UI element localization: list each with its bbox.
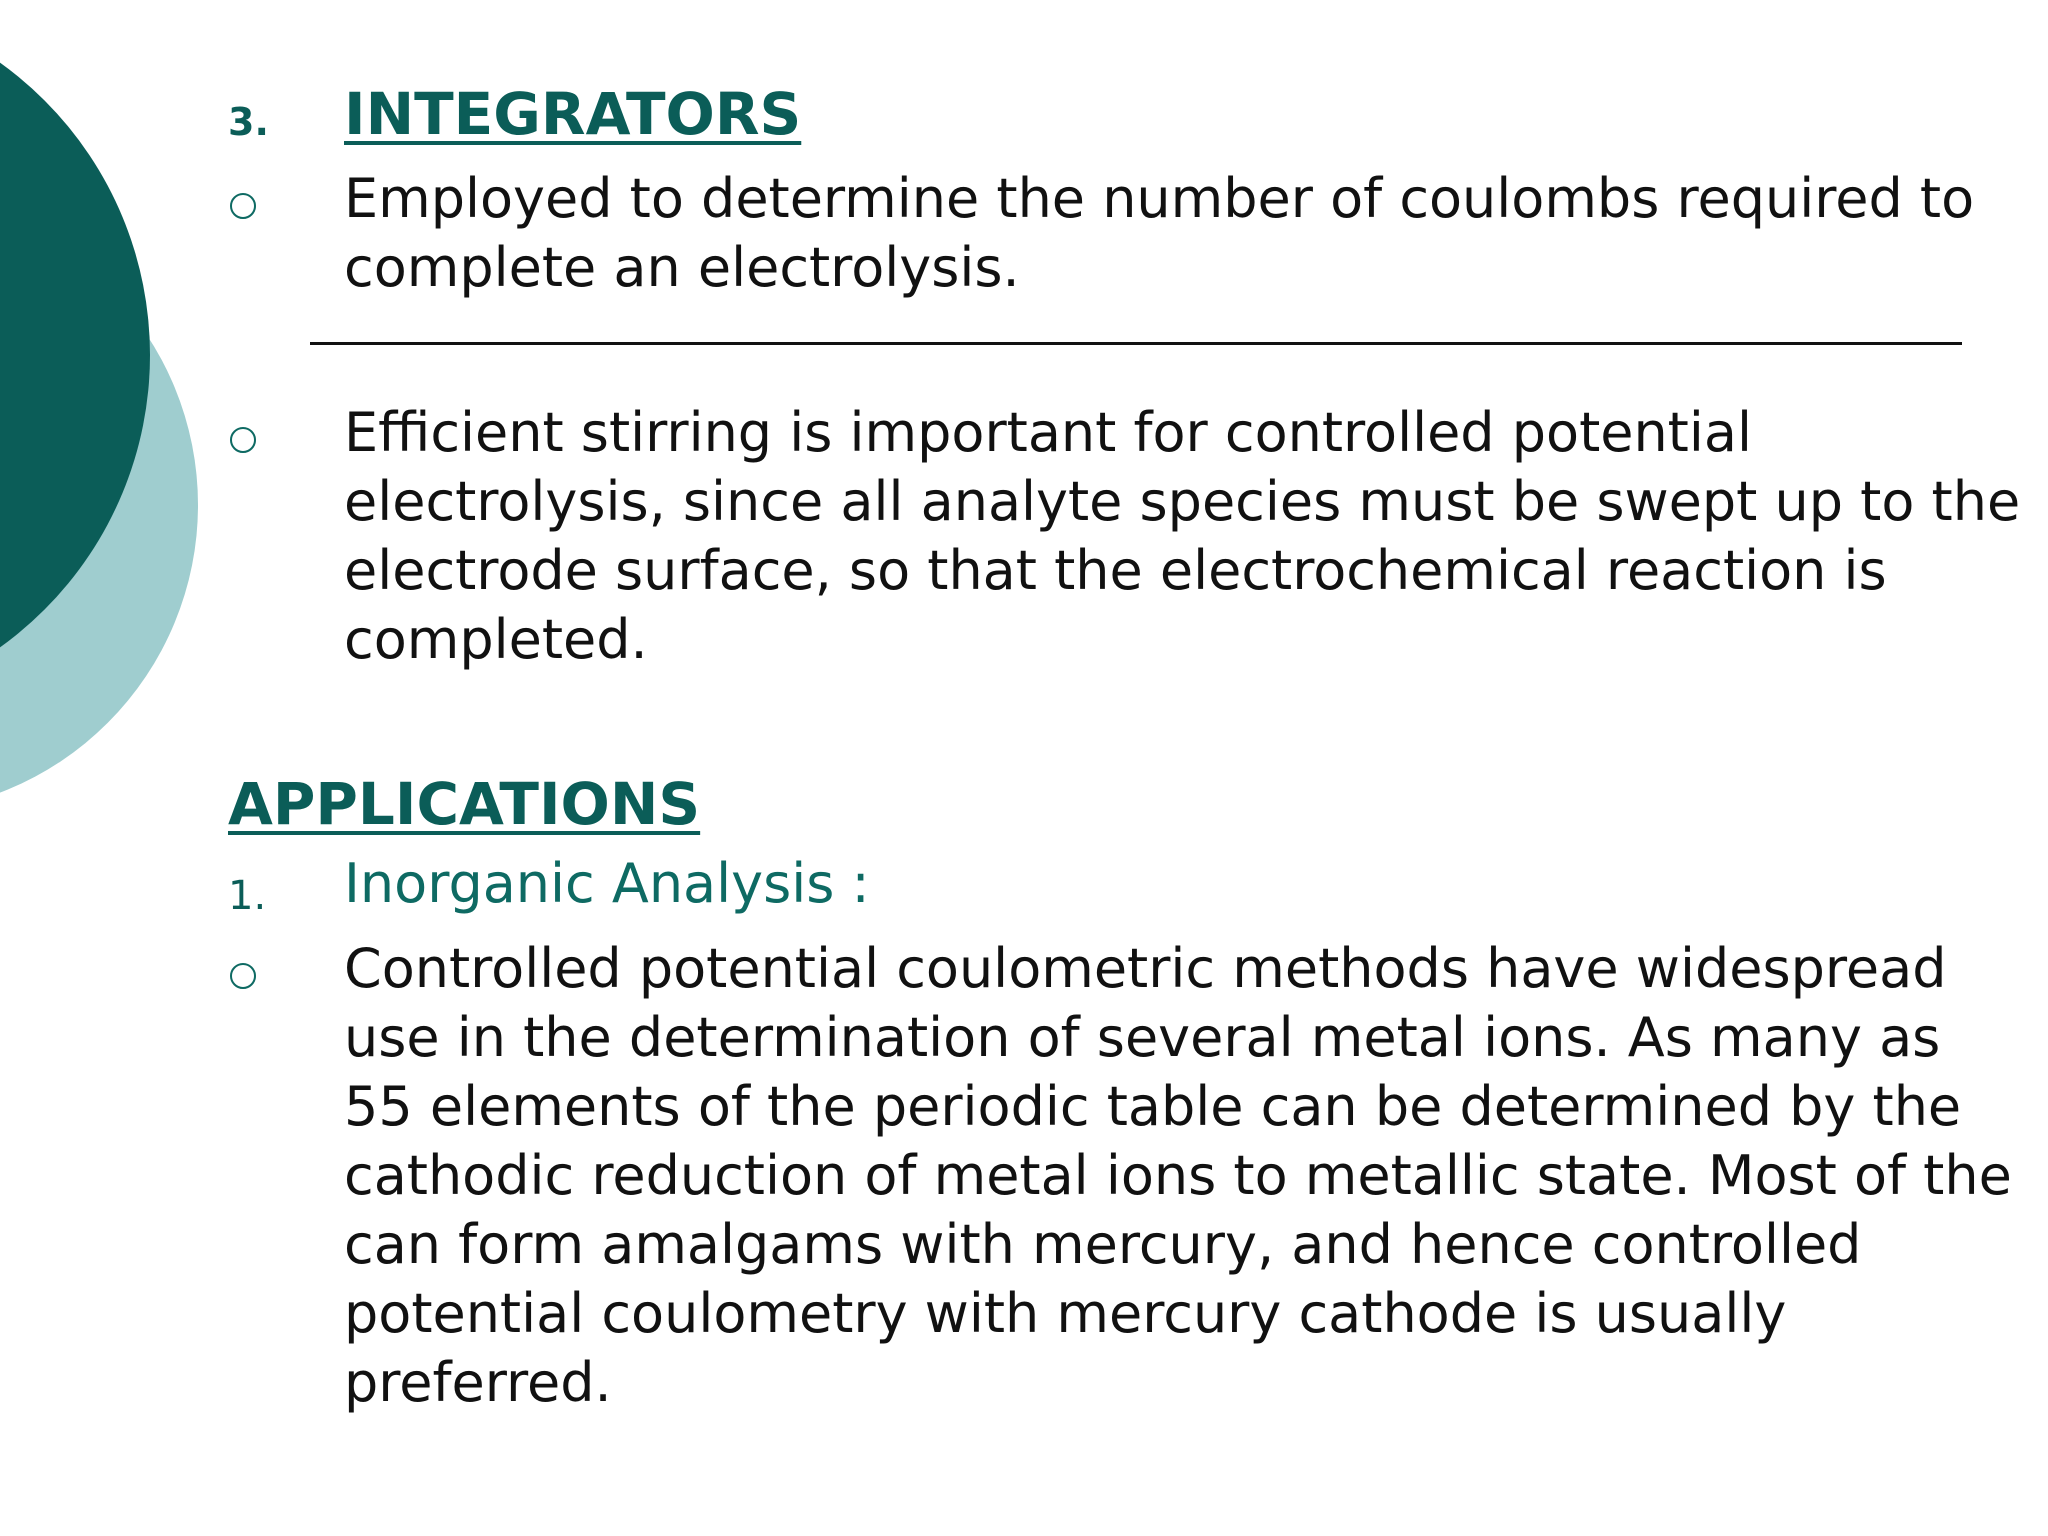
horizontal-divider [310, 342, 1962, 345]
hollow-bullet-icon [230, 963, 256, 989]
hollow-bullet-icon [230, 193, 256, 219]
integrators-heading: INTEGRATORS [344, 80, 802, 148]
applications-heading: APPLICATIONS [228, 770, 701, 838]
applications-bullet: Controlled potential coulometric methods have widespread use in the determination of several metal ions. As many as 55 elements of the periodic table can be determined by the cathodic reduction of metal ions to metallic state. Most of the can form amalgams with mercury, and hence controlled potential coulometry with mercury cathode is usually preferred. [344, 937, 2012, 1414]
integrators-bullet-1: Employed to determine the number of coulombs required to complete an electrolysis. [344, 167, 1975, 299]
section-number: 3. [228, 100, 269, 144]
inorganic-analysis-title: Inorganic Analysis : [344, 852, 870, 915]
hollow-bullet-icon [230, 427, 256, 453]
integrators-bullet-2: Efficient stirring is important for controlled potential electrolysis, since all analyte species must be swept up to the electrode surface, so that the electrochemical reaction is completed. [344, 401, 2021, 671]
item-number: 1. [228, 873, 267, 919]
